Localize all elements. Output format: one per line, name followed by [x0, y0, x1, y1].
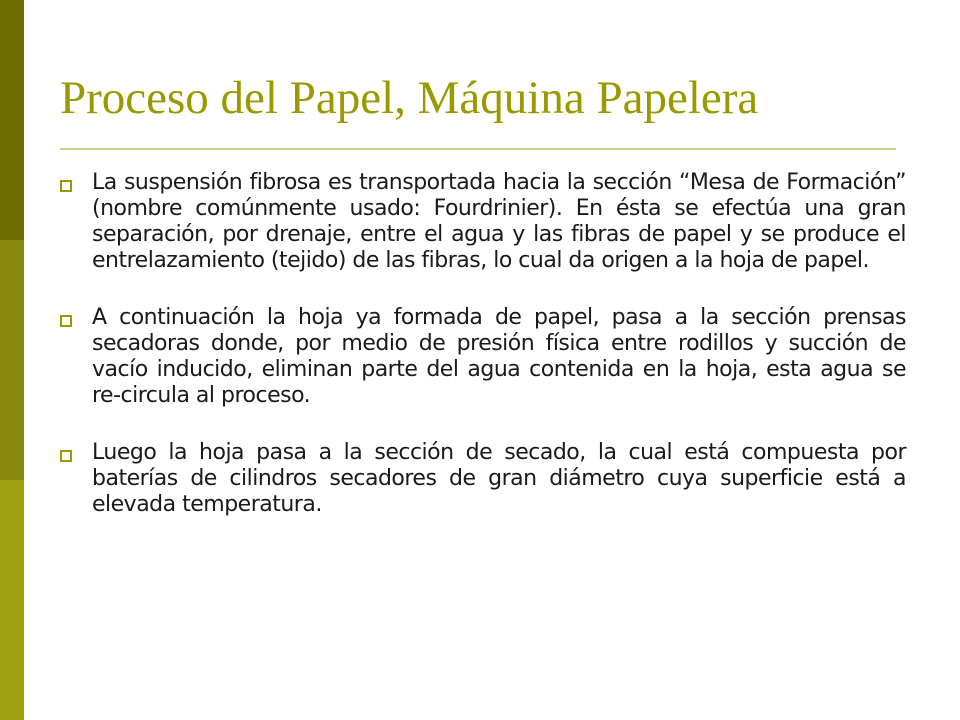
slide-title: Proceso del Papel, Máquina Papelera [60, 72, 759, 124]
side-bar-bottom-segment [0, 480, 24, 720]
bullet-item [54, 305, 906, 409]
bullet-text: Luego la hoja pasa a la sección de secado, la cual está compuesta por baterías de cilindros secadores de gran diámetro cuya superficie está a elevada temperatura. [92, 440, 906, 517]
bullet-text: A continuación la hoja ya formada de papel, pasa a la sección prensas secadoras donde, por medio de presión física entre rodillos y succión de vacío inducido, eliminan parte del agua contenida en la hoja, esta agua se re-circula al proceso. [92, 305, 906, 408]
side-bar-middle-segment [0, 240, 24, 480]
side-bar-top-segment [0, 0, 24, 240]
bullet-list [54, 170, 906, 549]
square-bullet-icon [60, 315, 72, 327]
bullet-item [54, 170, 906, 274]
bullet-item [54, 440, 906, 518]
square-bullet-icon [60, 180, 72, 192]
square-bullet-icon [60, 450, 72, 462]
bullet-text: La suspensión fibrosa es transportada hacia la sección “Mesa de Formación” (nombre comúnmente usado: Fourdrinier). En ésta se efectúa una gran separación, por drenaje, entre el agua y las fibras de papel y se produce el entrelazamiento (tejido) de las fibras, lo cual da origen a la hoja de papel. [92, 170, 906, 273]
title-underline [60, 148, 896, 150]
